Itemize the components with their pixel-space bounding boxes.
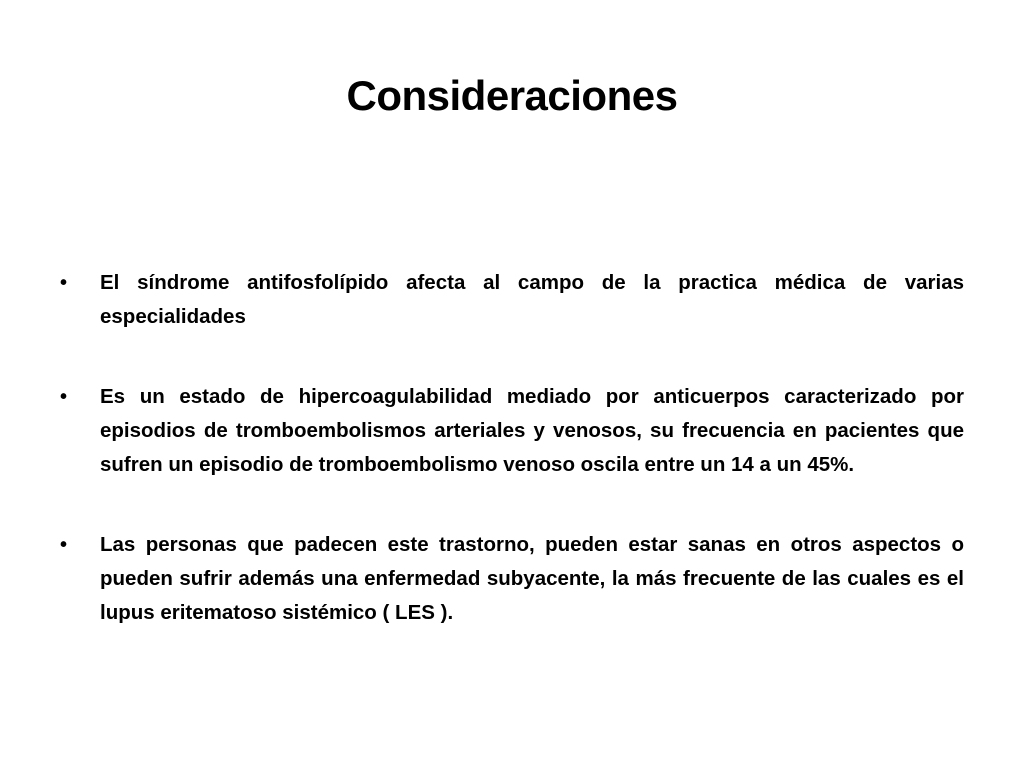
- bullet-item: [60, 266, 964, 334]
- bullet-item: [60, 380, 964, 482]
- bullet-text: Es un estado de hipercoagulabilidad mediado por anticuerpos caracterizado por episodios de tromboembolismos arteriales y venosos, su frecuencia en pacientes que sufren un episodio de tromboembolismo venoso oscila entre un 14 a un 45%.: [100, 385, 964, 476]
- bullet-text: El síndrome antifosfolípido afecta al campo de la practica médica de varias especialidades: [100, 271, 964, 328]
- bullet-text: Las personas que padecen este trastorno, pueden estar sanas en otros aspectos o pueden sufrir además una enfermedad subyacente, la más frecuente de las cuales es el lupus eritematoso sistémico ( LES ).: [100, 533, 964, 624]
- bullet-point-icon: •: [60, 272, 68, 294]
- bullet-point-icon: •: [60, 534, 68, 556]
- bullet-point-icon: •: [60, 386, 68, 408]
- slide-title: Consideraciones: [346, 72, 678, 119]
- bullet-item: [60, 528, 964, 630]
- bullet-list: [60, 266, 964, 676]
